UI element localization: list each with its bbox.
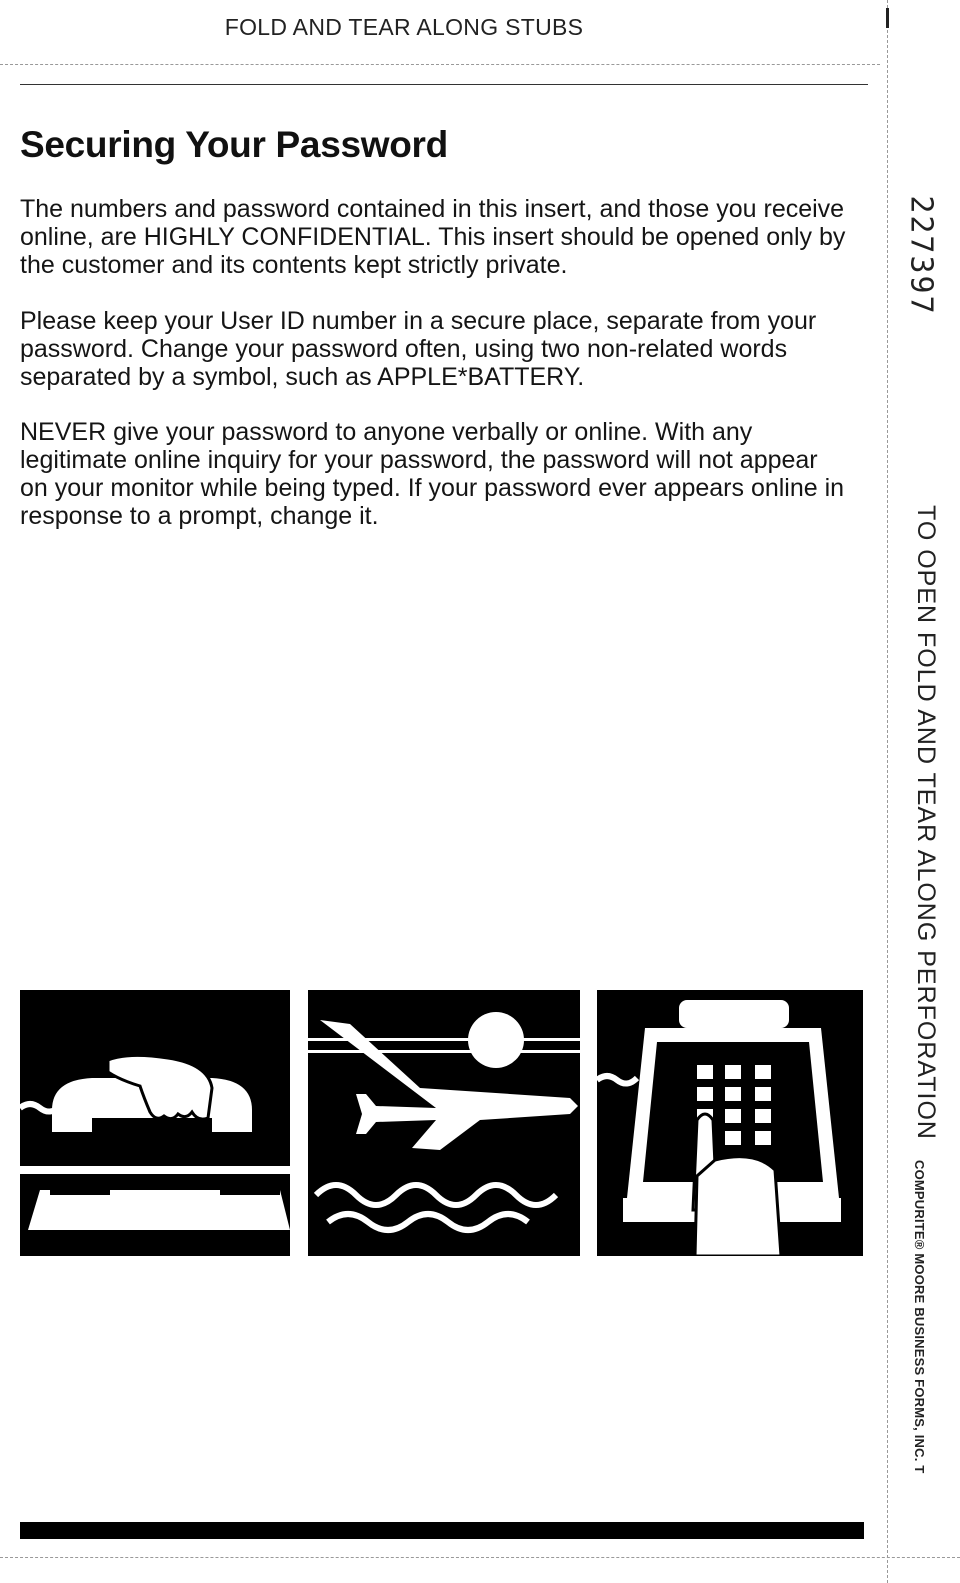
airplane-sunset-icon	[308, 990, 580, 1256]
perforation-bottom	[0, 1557, 960, 1558]
telephone-handset-icon	[20, 990, 290, 1256]
keypad-phone-icon	[597, 990, 863, 1256]
paragraph-confidential: The numbers and password contained in this insert, and those you receive online, are HIGHLY CONFIDENTIAL. This insert should be opened only by the customer and its contents kept strictly private.	[20, 195, 846, 279]
stub-mark	[886, 8, 889, 28]
paragraph-never-share: NEVER give your password to anyone verbally or online. With any legitimate online inquiry for your password, the password will not appear on your monitor while being typed. If your password ever appears online in response to a prompt, change it.	[20, 418, 845, 530]
footer-bar	[20, 1522, 864, 1539]
stub-code	[896, 190, 946, 320]
fold-instruction: FOLD AND TEAR ALONG STUBS	[224, 14, 584, 40]
open-instruction: TO OPEN FOLD AND TEAR ALONG PERFORATION	[912, 505, 940, 1140]
header-rule	[20, 84, 868, 85]
paragraph-user-id: Please keep your User ID number in a secure place, separate from your password. Change your password often, using two non-related words separated by a symbol, such as APPLE*BATTERY.	[20, 307, 817, 391]
page-title: Securing Your Password	[20, 124, 448, 165]
stub-code-text: 227397	[903, 194, 939, 316]
printer-credit: COMPURITE® MOORE BUSINESS FORMS, INC. T	[912, 1160, 927, 1474]
perforation-stub	[887, 0, 888, 1583]
perforation-top	[0, 64, 880, 65]
